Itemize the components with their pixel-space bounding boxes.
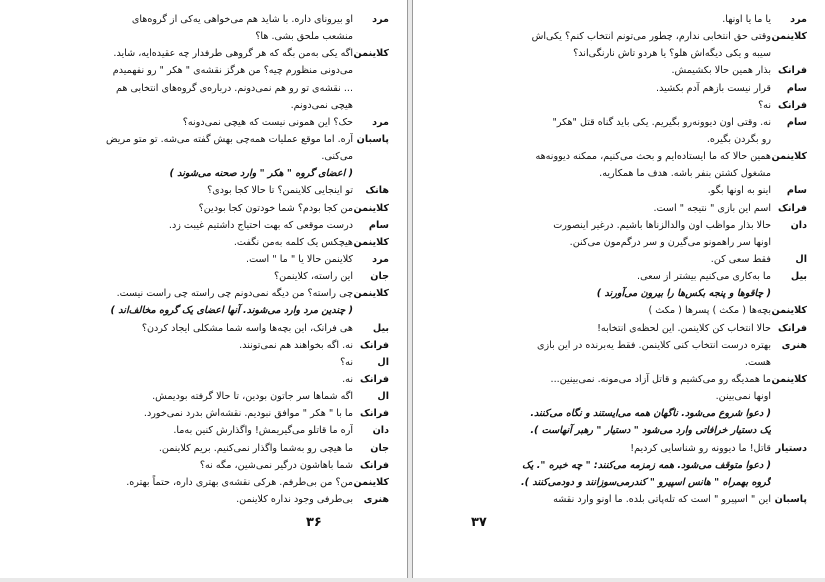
dialogue-line	[449, 81, 807, 97]
dialogue-line	[449, 321, 807, 337]
dialogue-line	[449, 492, 807, 508]
speaker-name: سام	[786, 82, 807, 94]
dialogue-line	[449, 63, 807, 79]
stage-direction-text: یک دستیار خرافاتی وارد می‌شود " دستیار " رهبر آنهاست ).	[530, 425, 771, 437]
dialogue-line	[12, 458, 389, 474]
dialogue-text: آره. اما موقع عملیات همه‌چی بهش گفته می‌شه. تو متو مریض	[106, 133, 353, 145]
dialogue-text: نه؟	[758, 99, 771, 111]
dialogue-text: اینو به اونها بگو.	[707, 185, 771, 197]
dialogue-line	[449, 218, 807, 234]
dialogue-text: این راسته، کلاینمن؟	[273, 271, 353, 283]
dialogue-line	[449, 389, 807, 405]
page-right	[412, 0, 825, 578]
dialogue-text: ما به‌کاری می‌کنیم بیشتر از سعی.	[637, 271, 771, 283]
dialogue-text: مشغول کشتن بنفر باشه. هدف ما همکاریه.	[599, 168, 771, 180]
stage-direction-line	[449, 458, 807, 474]
dialogue-line	[449, 235, 807, 251]
speaker-name: کلاینمن	[771, 373, 807, 385]
dialogue-line	[12, 115, 389, 131]
dialogue-line	[449, 98, 807, 114]
stage-direction-text: ( چاقوها و پنجه بکس‌ها را بیرون می‌آورند )	[596, 288, 771, 300]
speaker-name: هانک	[365, 185, 389, 197]
speaker-name: فرانک	[778, 65, 807, 77]
dialogue-line	[12, 269, 389, 285]
page-number: ۳۶	[306, 515, 322, 530]
dialogue-line	[12, 98, 389, 114]
dialogue-text: اگه یکی به‌من بگه که هر گروهی طرفدار چه عقیده‌ایه، شاید.	[113, 48, 353, 60]
dialogue-text: چی راسته؟ من دیگه نمی‌دونم چی راسته چی راست نیست.	[116, 288, 353, 300]
dialogue-text: هیچکس یک کلمه به‌من نگفت.	[233, 236, 353, 248]
dialogue-line	[12, 201, 389, 217]
dialogue-line	[12, 149, 389, 165]
stage-direction-text: ( چندین مرد وارد می‌شوند. آنها اعضای یک گروه مخالف‌اند )	[110, 305, 353, 317]
dialogue-text: من؟ من بی‌طرفم. هرکی نقشه‌ی بهتری داره، حتماً بهتره.	[126, 476, 353, 488]
dialogue-text: نه.	[342, 373, 353, 385]
speaker-name: کلاینمن	[771, 151, 807, 163]
dialogue-text: بذار همین حالا بکشیمش.	[671, 65, 771, 77]
page-left	[0, 0, 408, 578]
dialogue-text: من کجا بودم؟ شما خودتون کجا بودین؟	[198, 202, 353, 214]
dialogue-text: اونها سر راهمونو می‌گیرن و سر درگم‌مون می‌کنن.	[569, 236, 771, 248]
dialogue-line	[449, 12, 807, 28]
dialogue-line	[449, 338, 807, 354]
speaker-name: فرانک	[360, 408, 389, 420]
dialogue-text: اسم این بازی " نتیجه " است.	[653, 202, 771, 214]
dialogue-line	[12, 29, 389, 45]
dialogue-text: او بیرونای داره. با شاید هم می‌خواهی یه‌کی از گروه‌های	[131, 14, 353, 25]
speaker-name: پاسبان	[774, 493, 807, 505]
dialogue-line	[12, 252, 389, 268]
speaker-name: کلاینمن	[353, 236, 389, 248]
dialogue-line	[449, 149, 807, 165]
dialogue-line	[12, 475, 389, 491]
dialogue-text: نه. وقتی اون دیوونه‌رو بگیریم. یکی باید گناه قتل "هکر"	[552, 116, 771, 128]
dialogue-line	[12, 235, 389, 251]
dialogue-line	[12, 441, 389, 457]
dialogue-text: ما با " هکر " موافق نبودیم. نقشه‌اش بدرد نمی‌خورد.	[143, 408, 353, 420]
speaker-name: فرانک	[778, 322, 807, 334]
stage-direction-text: ( دعوا شروع می‌شود. ناگهان همه می‌ایستند و نگاه می‌کنند.	[530, 408, 771, 420]
speaker-name: ال	[795, 253, 807, 265]
dialogue-text: بچه‌ها ( مکث ) پسرها ( مکث )	[648, 305, 771, 317]
speaker-name: جان	[370, 271, 389, 283]
speaker-name: بیل	[372, 322, 389, 334]
stage-direction-text: ( دعوا متوقف می‌شود. همه زمزمه می‌کنند: " چه خبره ". یک	[522, 459, 771, 471]
speaker-name: مرد	[372, 116, 389, 128]
dialogue-text: رو بگردن بگیره.	[706, 133, 771, 145]
dialogue-text: بهتره درست انتخاب کنی کلاینمن. فقط یه‌برنده در این بازی	[536, 339, 771, 351]
dialogue-text: شما باهاشون درگیر نمی‌شین، مگه نه؟	[199, 459, 353, 471]
dialogue-text: کلاینمن حالا یا " ما " است.	[246, 253, 353, 265]
dialogue-text: ما همدیگه رو می‌کشیم و قاتل آزاد می‌مونه. نمی‌بینین...	[550, 373, 771, 385]
dialogue-line	[12, 389, 389, 405]
stage-direction-text: گروه بهمراه " هانس اسپیرو " کندرمی‌سوزانند و دودمی‌کنند ).	[520, 476, 771, 488]
speaker-name: کلاینمن	[353, 288, 389, 300]
speaker-name: ال	[377, 391, 389, 403]
dialogue-text: وقتی حق انتخابی ندارم، چطور می‌تونم انتخاب کنم؟ یکی‌اش	[531, 31, 771, 43]
dialogue-line	[12, 492, 389, 508]
dialogue-text: اگه شماها سر جاتون بودین، تا حالا گرفته بودیمش.	[152, 391, 353, 403]
dialogue-text: اونها نمی‌بینن.	[715, 391, 771, 403]
dialogue-text: نه. اگه بخواهند هم نمی‌تونند.	[239, 339, 353, 351]
dialogue-line	[12, 46, 389, 62]
speaker-name: سام	[786, 185, 807, 197]
page-left-lines	[12, 12, 389, 508]
dialogue-text: این " اسپیرو " است که تله‌پاتی بلده. ما اونو وارد نقشه	[553, 493, 771, 505]
dialogue-line	[12, 321, 389, 337]
stage-direction-line	[12, 303, 389, 319]
dialogue-line	[12, 183, 389, 199]
dialogue-line	[449, 115, 807, 131]
dialogue-text: حالا انتخاب کن کلاینمن. این لحظه‌ی انتخابه!	[597, 322, 771, 334]
dialogue-text: آره ما قاتلو می‌گیریمش! واگذارش کنین به‌ما.	[173, 425, 353, 437]
dialogue-text: نه؟	[340, 356, 353, 368]
speaker-name: فرانک	[360, 373, 389, 385]
dialogue-line	[12, 406, 389, 422]
dialogue-text: هی فرانک، این بچه‌ها واسه شما مشکلی ایجاد کردن؟	[141, 322, 353, 334]
dialogue-text: همین حالا که ما ایستاده‌ایم و بحث می‌کنیم، ممکنه دیوونه‌هه	[535, 151, 771, 163]
dialogue-line	[12, 132, 389, 148]
speaker-name: جان	[370, 442, 389, 454]
dialogue-text: هست.	[744, 356, 771, 368]
dialogue-line	[449, 201, 807, 217]
speaker-name: دان	[790, 219, 807, 231]
dialogue-line	[12, 338, 389, 354]
dialogue-line	[449, 372, 807, 388]
speaker-name: سام	[786, 116, 807, 128]
dialogue-line	[12, 218, 389, 234]
dialogue-text: بی‌طرفی وجود نداره کلاینمن.	[236, 493, 353, 505]
dialogue-line	[449, 303, 807, 319]
dialogue-text: درست موقعی که بهت احتیاج داشتیم غیبت زد.	[168, 219, 353, 231]
dialogue-line	[12, 355, 389, 371]
dialogue-text: ما هیچی رو به‌شما واگذار نمی‌کنیم. بریم کلاینمن.	[158, 442, 353, 454]
dialogue-line	[449, 441, 807, 457]
dialogue-text: هیچی نمی‌دونم.	[290, 99, 353, 111]
speaker-name: هنری	[363, 493, 389, 505]
speaker-name: مرد	[372, 14, 389, 25]
stage-direction-line	[449, 286, 807, 302]
speaker-name: سام	[368, 219, 389, 231]
speaker-name: مرد	[372, 253, 389, 265]
speaker-name: کلاینمن	[771, 305, 807, 317]
speaker-name: هنری	[781, 339, 807, 351]
dialogue-text: می‌کنی.	[321, 151, 353, 163]
dialogue-line	[449, 29, 807, 45]
dialogue-line	[449, 269, 807, 285]
speaker-name: فرانک	[360, 459, 389, 471]
dialogue-line	[449, 46, 807, 62]
dialogue-line	[12, 12, 389, 28]
speaker-name: مرد	[790, 14, 807, 25]
dialogue-text: منشعب ملحق بشی. ها؟	[255, 31, 353, 43]
dialogue-line	[449, 166, 807, 182]
dialogue-text: می‌دونی منظورم چیه؟ من هرگز نقشه‌ی " هکر " رو نفهمیدم	[112, 65, 353, 77]
stage-direction-line	[449, 475, 807, 491]
speaker-name: بیل	[790, 271, 807, 283]
dialogue-text: حک؟ این همونی نیست که هیچی نمی‌دونه؟	[182, 116, 353, 128]
speaker-name: کلاینمن	[353, 476, 389, 488]
stage-direction-line	[449, 423, 807, 439]
stage-direction-line	[449, 406, 807, 422]
dialogue-text: فقط سعی کن.	[710, 253, 771, 265]
dialogue-line	[12, 81, 389, 97]
stage-direction-text: ( اعضای گروه " هکر " وارد صحنه می‌شوند )	[169, 168, 353, 180]
page-number: ۳۷	[471, 515, 487, 530]
dialogue-text: سیبه و یکی دیگه‌اش هلو؟ یا هردو تاش نارنگی‌اند؟	[573, 48, 771, 60]
dialogue-text: ... نقشه‌ی تو رو هم نمی‌دونم. درباره‌ی گروه‌های انتخابی هم	[115, 82, 353, 94]
dialogue-text: قرار نیست بازهم آدم بکشید.	[656, 82, 771, 94]
dialogue-line	[449, 132, 807, 148]
speaker-name: دان	[372, 425, 389, 437]
speaker-name: فرانک	[360, 339, 389, 351]
speaker-name: کلاینمن	[353, 202, 389, 214]
speaker-name: دستیار	[775, 442, 807, 454]
dialogue-line	[449, 355, 807, 371]
dialogue-line	[12, 286, 389, 302]
speaker-name: پاسبان	[356, 133, 389, 145]
dialogue-line	[12, 63, 389, 79]
speaker-name: کلاینمن	[353, 48, 389, 60]
dialogue-line	[12, 423, 389, 439]
dialogue-text: قاتل! ما دیوونه رو شناسایی کردیم!	[630, 442, 771, 454]
speaker-name: کلاینمن	[771, 31, 807, 43]
page-right-lines	[449, 12, 807, 508]
speaker-name: فرانک	[778, 202, 807, 214]
dialogue-text: تو اینجایی کلاینمن؟ تا حالا کجا بودی؟	[207, 185, 353, 197]
dialogue-line	[449, 183, 807, 199]
dialogue-text: حالا بذار مواظب اون والدالزناها باشیم. درغیر اینصورت	[553, 219, 771, 231]
speaker-name: ال	[377, 356, 389, 368]
dialogue-line	[449, 252, 807, 268]
dialogue-text: یا ما یا اونها.	[722, 14, 771, 25]
dialogue-line	[12, 372, 389, 388]
speaker-name: فرانک	[778, 99, 807, 111]
stage-direction-line	[12, 166, 389, 182]
